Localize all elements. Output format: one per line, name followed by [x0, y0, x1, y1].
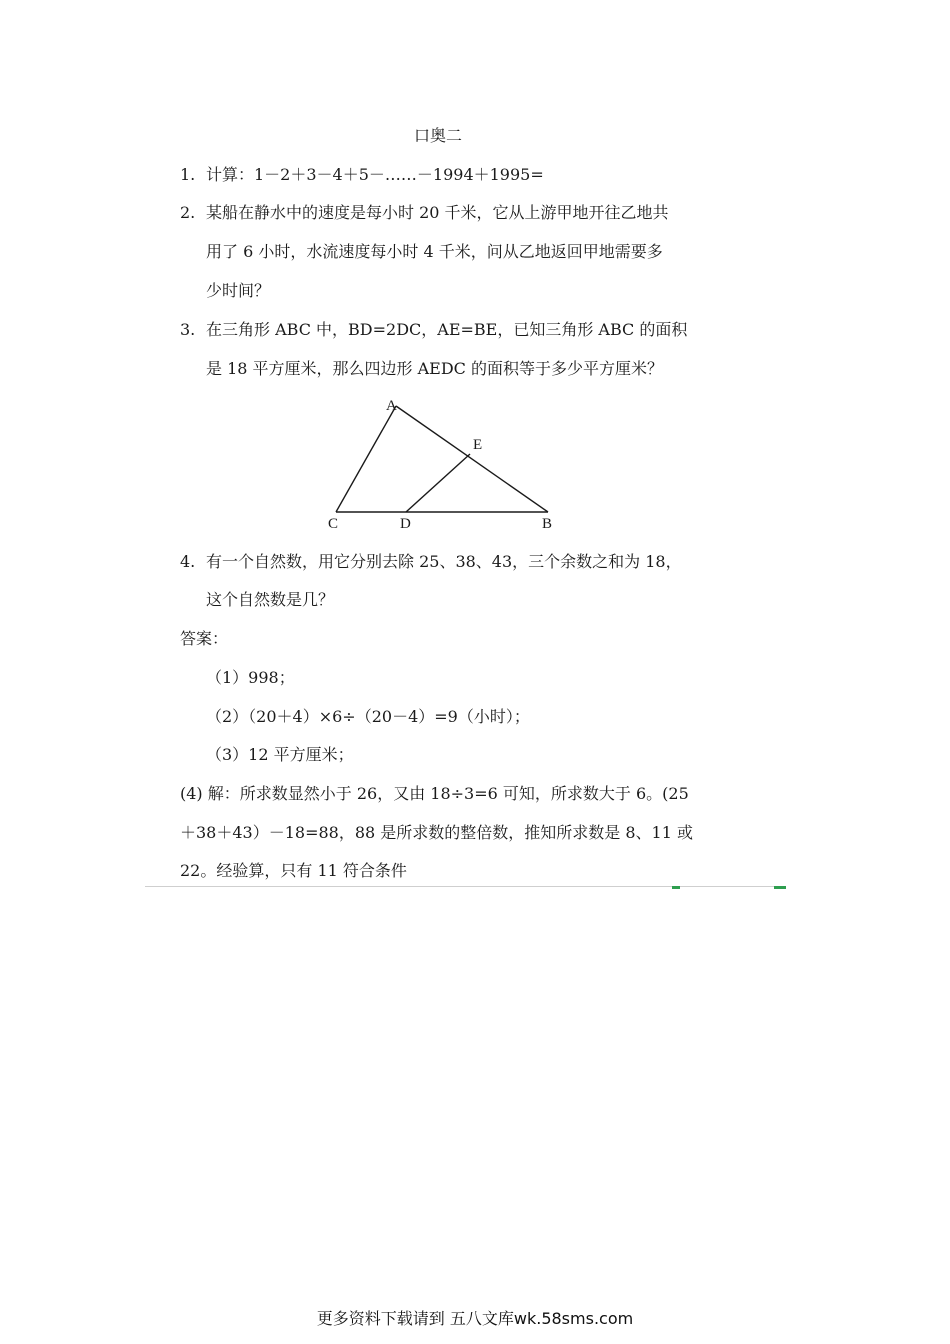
problem-text: 某船在静水中的速度是每小时 20 千米，它从上游甲地开往乙地共 — [206, 203, 669, 222]
green-mark — [774, 886, 786, 889]
side-ac — [336, 406, 396, 512]
problem-2-line-2: 用了 6 小时，水流速度每小时 4 千米，问从乙地返回甲地需要多 — [206, 242, 663, 261]
label-e: E — [473, 437, 483, 453]
green-mark — [672, 886, 680, 889]
label-b: B — [542, 516, 553, 532]
answer-4-line-2: ＋38＋43）－18=88，88 是所求数的整倍数，推知所求数是 8、11 或 — [180, 823, 694, 842]
answer-4-line-3: 22。经验算，只有 11 符合条件 — [180, 861, 407, 880]
side-ab — [396, 406, 548, 512]
answer-2: （2）（20＋4）×6÷（20－4）=9（小时）； — [206, 707, 530, 726]
segment-de — [406, 454, 470, 512]
problem-text: 计算：1－2＋3－4＋5－……－1994＋1995= — [206, 165, 544, 184]
label-d: D — [400, 516, 411, 532]
problem-2-line-3: 少时间？ — [206, 281, 271, 300]
label-a: A — [386, 398, 397, 414]
answer-1: （1）998； — [206, 668, 295, 687]
problem-number: 4. — [180, 552, 196, 571]
triangle-figure — [320, 392, 570, 537]
problem-number: 2. — [180, 203, 196, 222]
page-title: 口奥二 — [414, 126, 463, 145]
problem-4 — [180, 552, 682, 572]
answers-heading: 答案： — [180, 629, 229, 648]
answer-3: （3）12 平方厘米； — [206, 745, 354, 764]
problem-text: 在三角形 ABC 中，BD=2DC，AE=BE，已知三角形 ABC 的面积 — [206, 320, 688, 339]
problem-1 — [180, 165, 544, 185]
problem-2 — [180, 203, 669, 223]
problem-number: 1. — [180, 165, 196, 184]
divider — [145, 886, 785, 887]
problem-4-line-2: 这个自然数是几？ — [206, 590, 335, 609]
label-c: C — [328, 516, 339, 532]
footer-text: 更多资料下载请到 五八文库wk.58sms.com — [316, 1309, 634, 1328]
problem-number: 3. — [180, 320, 196, 339]
problem-3-line-2: 是 18 平方厘米，那么四边形 AEDC 的面积等于多少平方厘米？ — [206, 359, 664, 378]
problem-text: 有一个自然数，用它分别去除 25、38、43，三个余数之和为 18， — [206, 552, 682, 571]
problem-3 — [180, 320, 687, 340]
answer-4-line-1: (4) 解：所求数显然小于 26，又由 18÷3=6 可知，所求数大于 6。(25 — [180, 784, 689, 803]
